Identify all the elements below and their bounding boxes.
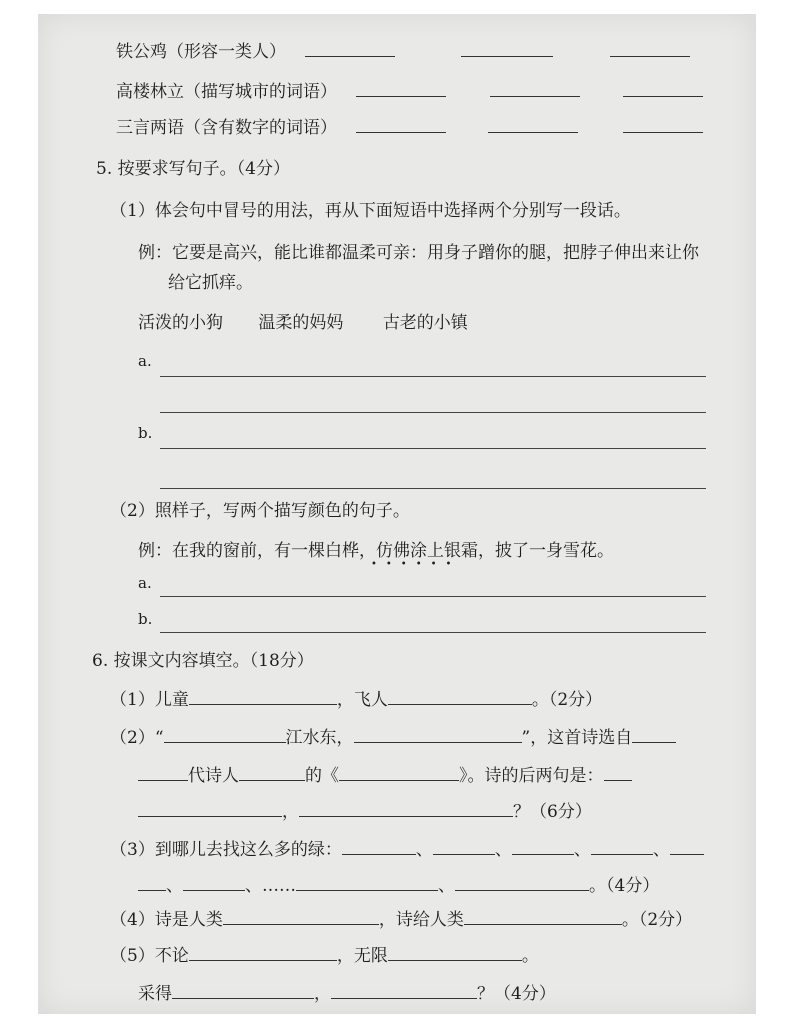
q6-item-2-line2 (138, 764, 632, 787)
q6-item-2-line1 (110, 726, 676, 749)
text: 。 (521, 946, 539, 966)
answer-blank[interactable] (632, 726, 676, 743)
answer-blank[interactable] (223, 908, 379, 925)
q4-prompt: 三言两语（含有数字的词语） (116, 118, 337, 138)
text: ”，这首诗选自 (521, 728, 633, 748)
q5-part2-instruction: （2）照样子，写两个描写颜色的句子。 (110, 501, 410, 521)
answer-blank[interactable] (455, 874, 589, 891)
answer-blank[interactable] (623, 80, 703, 97)
answer-blank[interactable] (433, 838, 495, 855)
label-a: a. (138, 352, 152, 370)
q6-item-2-line3 (138, 800, 592, 823)
text: 。（4分） (589, 876, 660, 896)
q5-part2-example: 例：在我的窗前，有一棵白桦，仿佛涂上银霜，披了一身雪花。 (138, 541, 614, 561)
answer-blank[interactable] (138, 764, 188, 781)
answer-line[interactable] (160, 412, 706, 413)
answer-blank[interactable] (339, 764, 459, 781)
answer-blank[interactable] (591, 838, 653, 855)
text: 、 (573, 840, 591, 860)
answer-blank[interactable] (164, 726, 286, 743)
answer-blank[interactable] (296, 874, 438, 891)
answer-blank[interactable] (388, 944, 522, 961)
text: 》。诗的后两句是： (459, 766, 604, 786)
text: 、 (438, 876, 455, 896)
text: （2）“ (110, 728, 164, 748)
text: 、…… (245, 876, 296, 896)
answer-blank[interactable] (623, 116, 703, 133)
answer-blank[interactable] (464, 908, 622, 925)
answer-blank[interactable] (512, 838, 574, 855)
phrase: 古老的小镇 (382, 313, 468, 333)
answer-blank[interactable] (331, 982, 477, 999)
text: ，飞人 (336, 690, 388, 710)
emphasis-dots: •••••• (371, 559, 461, 570)
text: （3）到哪儿去找这么多的绿： (110, 840, 342, 860)
text: ，无限 (336, 946, 388, 966)
answer-blank[interactable] (189, 944, 337, 961)
q6-title: 6. 按课文内容填空。（18分） (92, 651, 314, 671)
answer-line[interactable] (160, 632, 706, 633)
answer-line[interactable] (160, 596, 706, 597)
answer-line[interactable] (160, 448, 706, 449)
answer-line[interactable] (160, 376, 706, 377)
q5-example-line2: 给它抓痒。 (168, 273, 253, 293)
answer-blank[interactable] (189, 688, 337, 705)
q6-item-4 (110, 908, 692, 931)
answer-line[interactable] (160, 488, 706, 489)
label-b: b. (138, 610, 153, 628)
phrase: 活泼的小狗 (138, 313, 223, 333)
q4-line-1 (116, 40, 690, 63)
q6-item-5-line2 (138, 982, 556, 1005)
text: （5）不论 (110, 946, 189, 966)
q6-item-5-line1 (110, 944, 539, 967)
answer-blank[interactable] (490, 80, 580, 97)
q6-item-3-line1 (110, 838, 704, 861)
answer-blank[interactable] (342, 838, 416, 855)
q4-prompt: 铁公鸡（形容一类人） (116, 42, 286, 62)
answer-blank[interactable] (488, 116, 578, 133)
answer-blank[interactable] (604, 764, 632, 781)
answer-blank[interactable] (299, 800, 513, 817)
answer-blank[interactable] (138, 800, 282, 817)
answer-blank[interactable] (670, 838, 704, 855)
text: 。（2分） (531, 690, 603, 710)
text: 。（2分） (621, 910, 693, 930)
answer-blank[interactable] (138, 874, 166, 891)
text: 、 (494, 840, 512, 860)
text: 的《 (305, 766, 339, 786)
answer-blank[interactable] (305, 40, 395, 57)
text: 、 (652, 840, 670, 860)
answer-blank[interactable] (610, 40, 690, 57)
text: 采得 (138, 984, 172, 1004)
text: ？（4分） (477, 984, 556, 1004)
text: 、 (415, 840, 433, 860)
answer-blank[interactable] (388, 688, 532, 705)
text: ， (282, 802, 299, 822)
text: ？（6分） (513, 802, 592, 822)
answer-blank[interactable] (239, 764, 305, 781)
label-b: b. (138, 424, 153, 442)
text: 江水东， (285, 728, 354, 748)
answer-blank[interactable] (172, 982, 314, 999)
answer-blank[interactable] (356, 116, 446, 133)
text: 、 (166, 876, 183, 896)
text: ，诗给人类 (378, 910, 464, 930)
q6-item-1 (110, 688, 602, 711)
phrase-list (138, 312, 468, 334)
label-a: a. (138, 574, 152, 592)
text: 代诗人 (188, 766, 239, 786)
q4-line-2 (116, 80, 703, 103)
q6-item-3-line2 (138, 874, 659, 897)
q4-prompt: 高楼林立（描写城市的词语） (116, 82, 337, 102)
q5-title: 5. 按要求写句子。（4分） (96, 159, 290, 179)
text: （4）诗是人类 (110, 910, 223, 930)
answer-blank[interactable] (461, 40, 553, 57)
phrase: 温柔的妈妈 (258, 313, 344, 333)
text: （1）儿童 (110, 690, 189, 710)
q4-line-3 (116, 116, 703, 139)
q5-part1-instruction: （1）体会句中冒号的用法，再从下面短语中选择两个分别写一段话。 (110, 201, 631, 221)
answer-blank[interactable] (183, 874, 245, 891)
answer-blank[interactable] (356, 80, 446, 97)
q5-example-line1: 例：它要是高兴，能比谁都温柔可亲：用身子蹭你的腿，把脖子伸出来让你 (138, 243, 699, 263)
answer-blank[interactable] (354, 726, 522, 743)
text: ， (314, 984, 331, 1004)
